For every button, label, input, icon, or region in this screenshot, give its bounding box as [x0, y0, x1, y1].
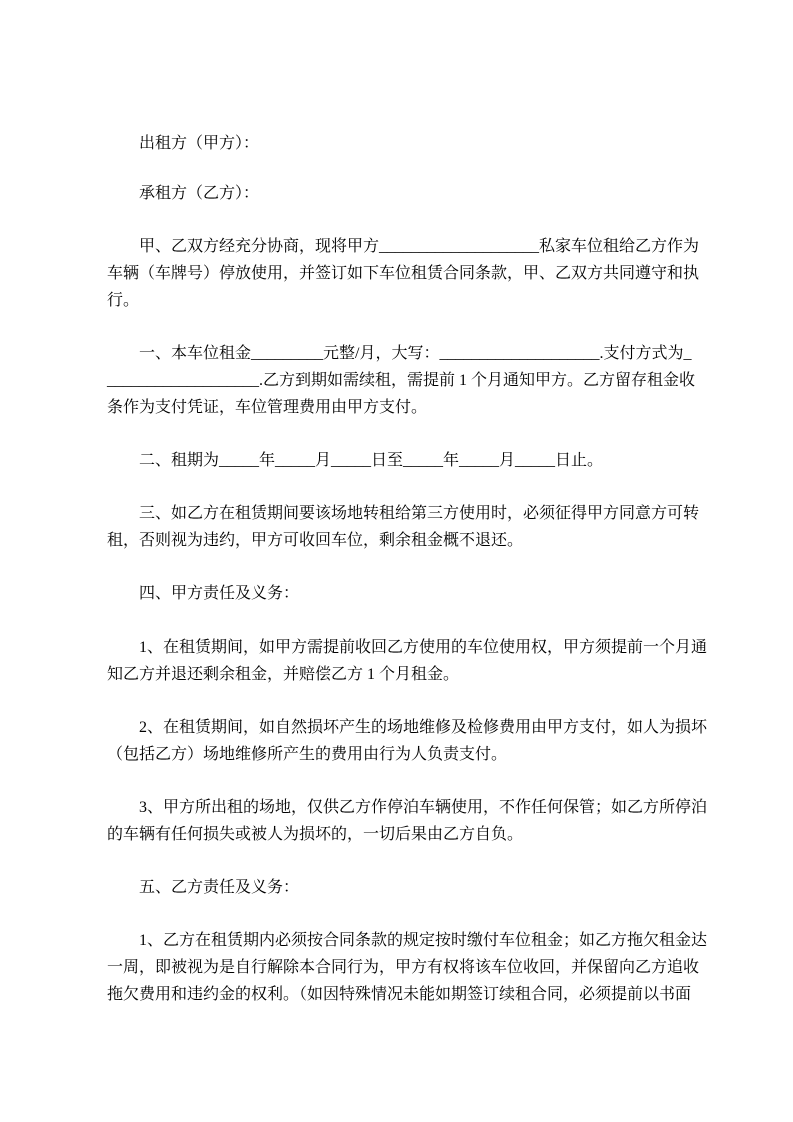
- text-line: 3、甲方所出租的场地，仅供乙方作停泊车辆使用，不作任何保管；如乙方所停泊: [139, 799, 708, 816]
- text-line: 拖欠费用和违约金的权利。（如因特殊情况未能如期签订续租合同，必须提前以书面: [107, 986, 692, 1004]
- text-line: 甲、乙双方经充分协商，现将甲方____________________私家车位租给乙方作为: [139, 237, 700, 255]
- section-heading: 五、乙方责任及义务：: [139, 879, 300, 897]
- text-line: 1、在租赁期间，如甲方需提前收回乙方使用的车位使用权，甲方须提前一个月通: [139, 638, 708, 656]
- contract-body: [107, 130, 727, 1035]
- lessor-duties-heading: [107, 580, 727, 607]
- text-line: 行。: [107, 291, 140, 309]
- text-line: ___________________.乙方到期如需续租，需提前 1 个月通知甲方。乙方留存租金收: [107, 371, 696, 389]
- lessor-duty-item: [107, 794, 727, 848]
- text-line: 知乙方并退还剩余租金，并赔偿乙方 1 个月租金。: [107, 665, 460, 683]
- clause-sublet-paragraph: [107, 500, 727, 554]
- lessor-label: 出租方（甲方）：: [139, 134, 260, 152]
- lessee-label: 承租方（乙方）：: [139, 184, 260, 202]
- section-heading: 四、甲方责任及义务：: [139, 585, 300, 603]
- text-line: 1、乙方在租赁期内必须按合同条款的规定按时缴付车位租金；如乙方拖欠租金达: [139, 932, 708, 950]
- lessor-field: [107, 130, 727, 157]
- text-line: 一周，即被视为是自行解除本合同行为，甲方有权将该车位收回，并保留向乙方追收: [107, 959, 700, 977]
- lessor-duty-item: [107, 714, 727, 768]
- clause-rent-paragraph: [107, 340, 727, 421]
- text-line: 一、本车位租金_________元整/月，大写：____________________.支付方式为_: [139, 344, 692, 362]
- text-line: 车辆（车牌号）停放使用，并签订如下车位租赁合同条款，甲、乙双方共同遵守和执: [107, 264, 700, 282]
- lessor-duty-item: [107, 634, 727, 688]
- text-line: 二、租期为_____年_____月_____日至_____年_____月_____日止。: [139, 452, 604, 470]
- text-line: 三、如乙方在租赁期间要该场地转租给第三方使用时，必须征得甲方同意方可转: [139, 505, 700, 523]
- lessee-duty-item: [107, 927, 727, 1008]
- clause-term-paragraph: [107, 447, 727, 474]
- lessee-duties-heading: [107, 874, 727, 901]
- text-line: 的车辆有任何损失或被人为损坏的，一切后果由乙方自负。: [107, 826, 524, 843]
- lessee-field: [107, 180, 727, 207]
- text-line: 条作为支付凭证，车位管理费用由甲方支付。: [107, 398, 428, 416]
- text-line: 2、在租赁期间，如自然损坏产生的场地维修及检修费用由甲方支付，如人为损坏: [139, 718, 708, 736]
- text-line: 租，否则视为违约，甲方可收回车位，剩余租金概不退还。: [107, 532, 524, 550]
- text-line: （包括乙方）场地维修所产生的费用由行为人负责支付。: [107, 745, 508, 763]
- preamble-paragraph: [107, 233, 727, 314]
